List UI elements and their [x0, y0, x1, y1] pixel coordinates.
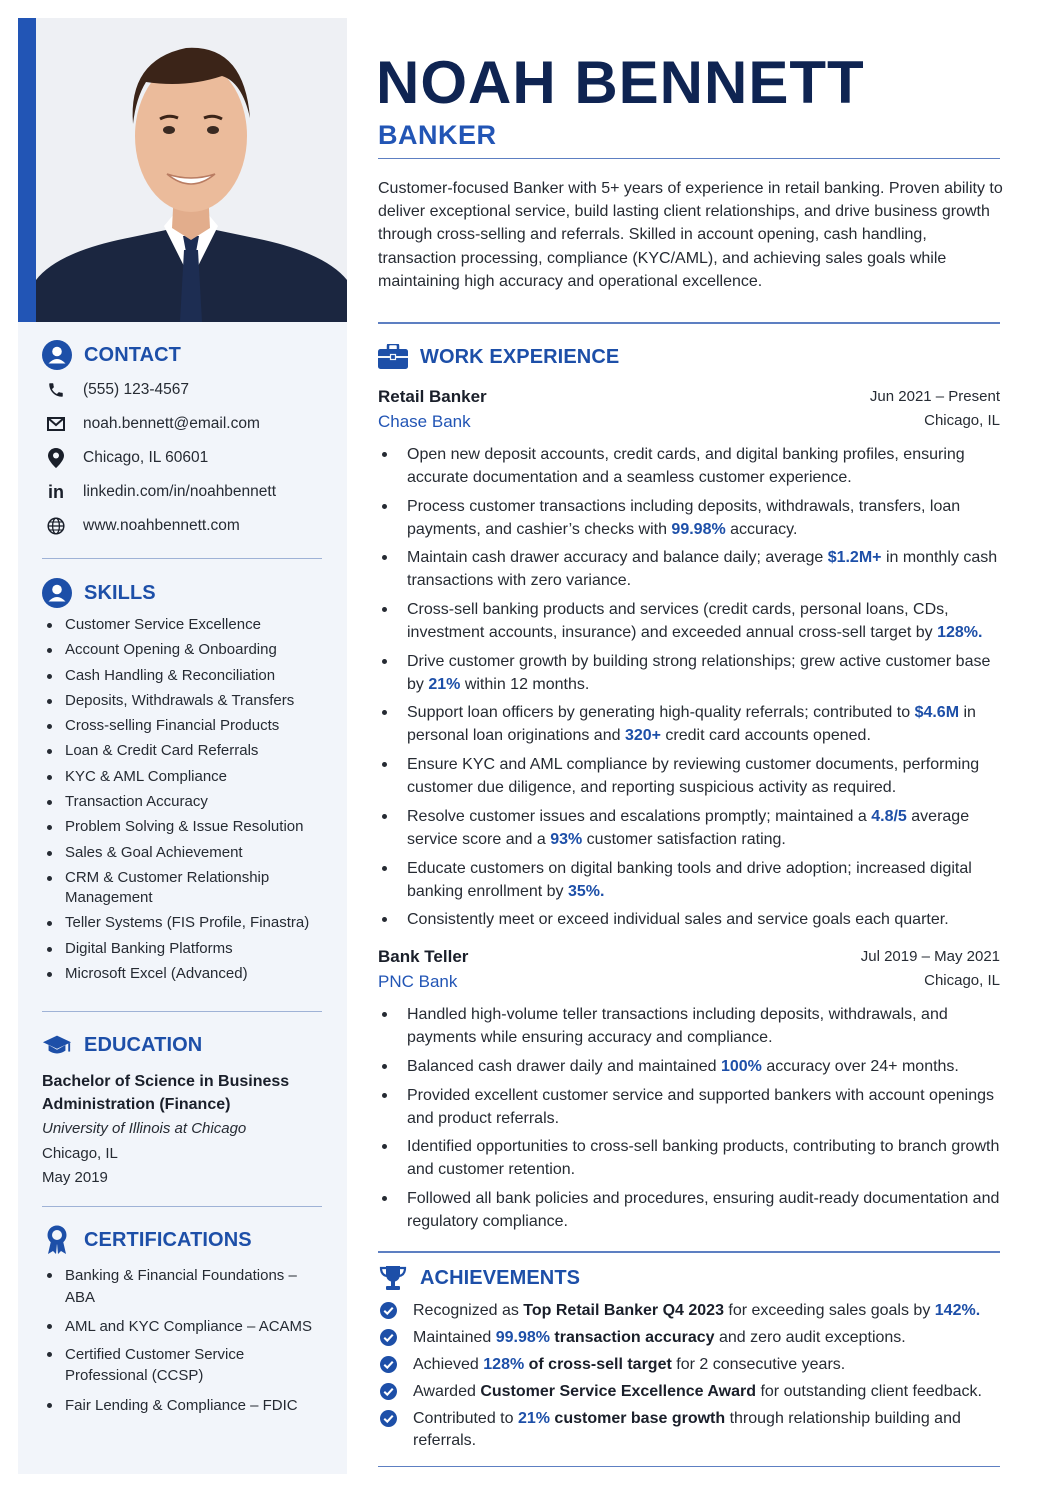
work-header [378, 341, 1000, 373]
job-title: Retail Banker [378, 387, 487, 406]
text-run: in monthly cash transactions with zero variance. [407, 549, 998, 590]
highlight-metric: $4.6M [914, 704, 960, 722]
highlight-metric: 100% [720, 1057, 762, 1075]
skill-item: Loan & Credit Card Referrals [42, 741, 324, 761]
job-bullet [378, 650, 1000, 696]
achievements-list [378, 1300, 1000, 1451]
text-run: Identified opportunities to cross-sell banking products, contributing to branch growth and customer retention. [407, 1138, 1000, 1179]
highlight-metric: $1.2M+ [827, 549, 882, 567]
job-bullet [378, 857, 1000, 903]
skill-item: Sales & Goal Achievement [42, 843, 324, 863]
bold-text: transaction accuracy [549, 1329, 715, 1346]
job-bullet [378, 495, 1000, 541]
job-meta [870, 385, 1000, 435]
contact-header [42, 339, 324, 371]
mail-icon [42, 417, 70, 431]
achievement-item [378, 1408, 1000, 1451]
skills-list [42, 615, 324, 984]
highlight-metric: 320+ [624, 727, 661, 745]
job-bullet [378, 1055, 1000, 1078]
profile-summary: Customer-focused Banker with 5+ years of experience in retail banking. Proven ability to deliver exceptional service, build lasting client relationships, and drive business growth through cross-selling and referrals. Skilled in account opening, cash handling, transaction processing, compliance (KYC/AML), and achieving sales goals while maintaining high accuracy and operational excellence. [378, 180, 1003, 290]
job-title-block [378, 945, 468, 995]
text-run: Cross-sell banking products and services (credit cards, personal loans, CDs, investment accounts, insurance) and exceeded annual cross-sell target by [407, 601, 949, 642]
achievements-header [378, 1262, 1000, 1294]
highlight-metric: 35%. [567, 882, 605, 900]
divider [42, 1011, 322, 1012]
achievement-item [378, 1381, 1000, 1403]
divider [378, 1466, 1000, 1467]
education-header [42, 1029, 324, 1061]
job-dates: Jun 2021 – Present [869, 388, 1000, 405]
achievements-section [378, 1262, 1000, 1457]
job-location: Chicago, IL [924, 412, 1000, 429]
divider [42, 558, 322, 559]
bold-text: Top Retail Banker Q4 2023 [523, 1302, 724, 1319]
achievements-title: ACHIEVEMENTS [420, 1266, 581, 1289]
phone-icon [42, 381, 70, 399]
education-location: Chicago, IL [42, 1145, 118, 1162]
certification-item: Fair Lending & Compliance – FDIC [42, 1395, 324, 1417]
check-circle-icon [380, 1383, 397, 1400]
achievement-item [378, 1354, 1000, 1376]
job-bullet [378, 598, 1000, 644]
job-meta [861, 945, 1000, 995]
skill-item: Cash Handling & Reconciliation [42, 666, 324, 686]
job-bullets [378, 1003, 1000, 1233]
linkedin-icon: in [48, 481, 64, 502]
text-run: within 12 months. [460, 675, 590, 693]
divider [378, 322, 1000, 324]
text-run: Recognized as [413, 1302, 524, 1319]
skill-item: Problem Solving & Issue Resolution [42, 817, 324, 837]
skill-item: CRM & Customer Relationship Management [42, 868, 277, 908]
text-run: Educate customers on digital banking tools and drive adoption; increased digital banking enrollment by [407, 859, 972, 900]
text-run: in personal loan originations and [407, 704, 976, 745]
text-run: Drive customer growth by building strong relationships; grew active customer base by [407, 652, 991, 693]
work-experience-section [378, 341, 1000, 1239]
text-run: credit card accounts opened. [660, 727, 871, 745]
school: University of Illinois at Chicago [42, 1120, 247, 1137]
job-bullet [378, 701, 1000, 747]
job-bullet [378, 1187, 1000, 1233]
job-bullet [378, 908, 1000, 931]
highlight-metric: 21% [517, 1410, 550, 1427]
bold-text: of cross-sell target [524, 1356, 672, 1373]
contact-website [42, 509, 324, 543]
certification-item: Certified Customer Service Professional (CCSP) [42, 1344, 272, 1387]
text-run: Followed all bank policies and procedures, ensuring audit-ready documentation and regulatory compliance. [407, 1189, 1000, 1230]
location-pin-icon [42, 448, 70, 468]
degree: Bachelor of Science in Business Administration (Finance) [42, 1073, 290, 1113]
text-run: and zero audit exceptions. [714, 1329, 906, 1346]
check-circle-icon [380, 1329, 397, 1346]
highlight-metric: 99.98% [495, 1329, 550, 1346]
divider [42, 1206, 322, 1207]
job-location: Chicago, IL [924, 972, 1000, 990]
briefcase-icon [378, 342, 408, 372]
check-circle-icon [380, 1302, 397, 1319]
text-run: Consistently meet or exceed individual sales and service goals each quarter. [407, 911, 949, 929]
text-run: Support loan officers by generating high-quality referrals; contributed to [407, 704, 915, 722]
ribbon-icon [42, 1225, 72, 1255]
graduation-cap-icon [42, 1030, 72, 1060]
skills-section [42, 577, 324, 989]
job-header [378, 385, 1000, 435]
job-bullet [378, 1084, 1000, 1130]
text-run: through relationship building and referrals. [413, 1410, 961, 1449]
user-icon [42, 340, 72, 370]
job-bullet [378, 805, 1000, 851]
skills-title: SKILLS [84, 581, 156, 604]
highlight-metric: 128% [483, 1356, 525, 1373]
contact-section [42, 339, 324, 543]
job-dates: Jul 2019 – May 2021 [860, 948, 1000, 966]
text-run: Balanced cash drawer daily and maintained [407, 1057, 721, 1075]
job-company: PNC Bank [378, 972, 458, 992]
candidate-role: BANKER [378, 120, 497, 150]
job-bullet [378, 443, 1000, 489]
skills-header [42, 577, 324, 609]
certifications-section [42, 1224, 324, 1416]
text-run: Awarded [413, 1383, 481, 1400]
highlight-metric: 4.8/5 [871, 807, 907, 825]
certifications-list [42, 1265, 324, 1416]
location-text: Chicago, IL 60601 [83, 449, 209, 466]
job-title-block [378, 385, 487, 435]
highlight-metric: 93% [550, 830, 583, 848]
education-date: May 2019 [42, 1169, 108, 1186]
phone-text[interactable]: (555) 123-4567 [83, 381, 189, 398]
text-run: Handled high-volume teller transactions including deposits, withdrawals, and payments while ensuring accuracy and compliance. [407, 1006, 948, 1047]
text-run: Provided excellent customer service and supported bankers with account openings and product referrals. [407, 1086, 994, 1127]
skill-item: Deposits, Withdrawals & Transfers [42, 691, 324, 711]
text-run: Maintain cash drawer accuracy and balance daily; average [407, 549, 828, 567]
achievement-item [378, 1300, 1000, 1322]
contact-title: CONTACT [84, 343, 181, 366]
skill-item: Cross-selling Financial Products [42, 716, 324, 736]
text-run: Contributed to [413, 1410, 518, 1427]
candidate-name: NOAH BENNETT [376, 49, 865, 116]
job-header [378, 945, 1000, 995]
text-run: average service score and a [407, 807, 970, 848]
job-entry [378, 385, 1000, 931]
job-bullet [378, 1003, 1000, 1049]
text-run: customer satisfaction rating. [582, 830, 786, 848]
certifications-title: CERTIFICATIONS [84, 1228, 252, 1251]
skill-item: Customer Service Excellence [42, 615, 324, 635]
job-bullets [378, 443, 1000, 931]
highlight-metric: 21% [428, 675, 461, 693]
text-run: Achieved [413, 1356, 484, 1373]
text-run: for outstanding client feedback. [756, 1383, 982, 1400]
job-title: Bank Teller [378, 947, 469, 967]
globe-icon [42, 517, 70, 535]
text-run: Process customer transactions including deposits, withdrawals, transfers, loan payments, and cashier’s checks with [407, 497, 961, 538]
job-bullet [378, 753, 1000, 799]
website-text[interactable]: www.noahbennett.com [83, 517, 240, 534]
bold-text: customer base growth [549, 1410, 726, 1427]
text-run: for 2 consecutive years. [671, 1356, 846, 1373]
job-entry [378, 945, 1000, 1233]
work-title: WORK EXPERIENCE [420, 345, 620, 368]
bold-text: Customer Service Excellence Award [480, 1383, 757, 1400]
highlight-metric: 99.98% [671, 520, 726, 538]
highlight-metric: 142%. [934, 1302, 981, 1319]
linkedin-text[interactable]: linkedin.com/in/noahbennett [83, 483, 277, 500]
accent-bar [18, 18, 36, 322]
achievement-item [378, 1327, 1000, 1349]
education-section [42, 1029, 324, 1189]
contact-location [42, 441, 324, 475]
skill-item: Account Opening & Onboarding [42, 640, 324, 660]
certification-item: Banking & Financial Foundations – ABA [42, 1265, 302, 1308]
contact-phone [42, 373, 324, 407]
job-bullet [378, 546, 1000, 592]
skill-item: KYC & AML Compliance [42, 767, 324, 787]
profile-photo [36, 18, 347, 322]
text-run: accuracy. [725, 520, 798, 538]
text-run: Open new deposit accounts, credit cards, and digital banking profiles, ensuring accurate documentation and a seamless customer experience. [407, 446, 965, 486]
certifications-header [42, 1224, 324, 1256]
check-circle-icon [380, 1410, 397, 1427]
user-icon [42, 578, 72, 608]
job-company: Chase Bank [378, 412, 471, 431]
skill-item: Digital Banking Platforms [42, 939, 324, 959]
text-run: Ensure KYC and AML compliance by reviewing customer documents, performing customer due diligence, and reporting suspicious activity as required. [407, 756, 980, 797]
skill-item: Teller Systems (FIS Profile, Finastra) [42, 913, 324, 933]
job-bullet [378, 1135, 1000, 1181]
skill-item: Microsoft Excel (Advanced) [42, 964, 324, 984]
contact-linkedin [42, 475, 324, 509]
contact-email [42, 407, 324, 441]
text-run: accuracy over 24+ months. [761, 1057, 959, 1075]
email-text[interactable]: noah.bennett@email.com [83, 415, 260, 432]
text-run: for exceeding sales goals by [723, 1302, 935, 1319]
text-run: Maintained [413, 1329, 496, 1346]
trophy-icon [378, 1263, 408, 1293]
skill-item: Transaction Accuracy [42, 792, 324, 812]
certification-item: AML and KYC Compliance – ACAMS [42, 1316, 324, 1338]
highlight-metric: 128%. [937, 624, 983, 642]
divider [378, 158, 1000, 159]
check-circle-icon [380, 1356, 397, 1373]
divider [378, 1251, 1000, 1253]
text-run: Resolve customer issues and escalations promptly; maintained a [407, 807, 872, 825]
education-title: EDUCATION [84, 1033, 203, 1056]
